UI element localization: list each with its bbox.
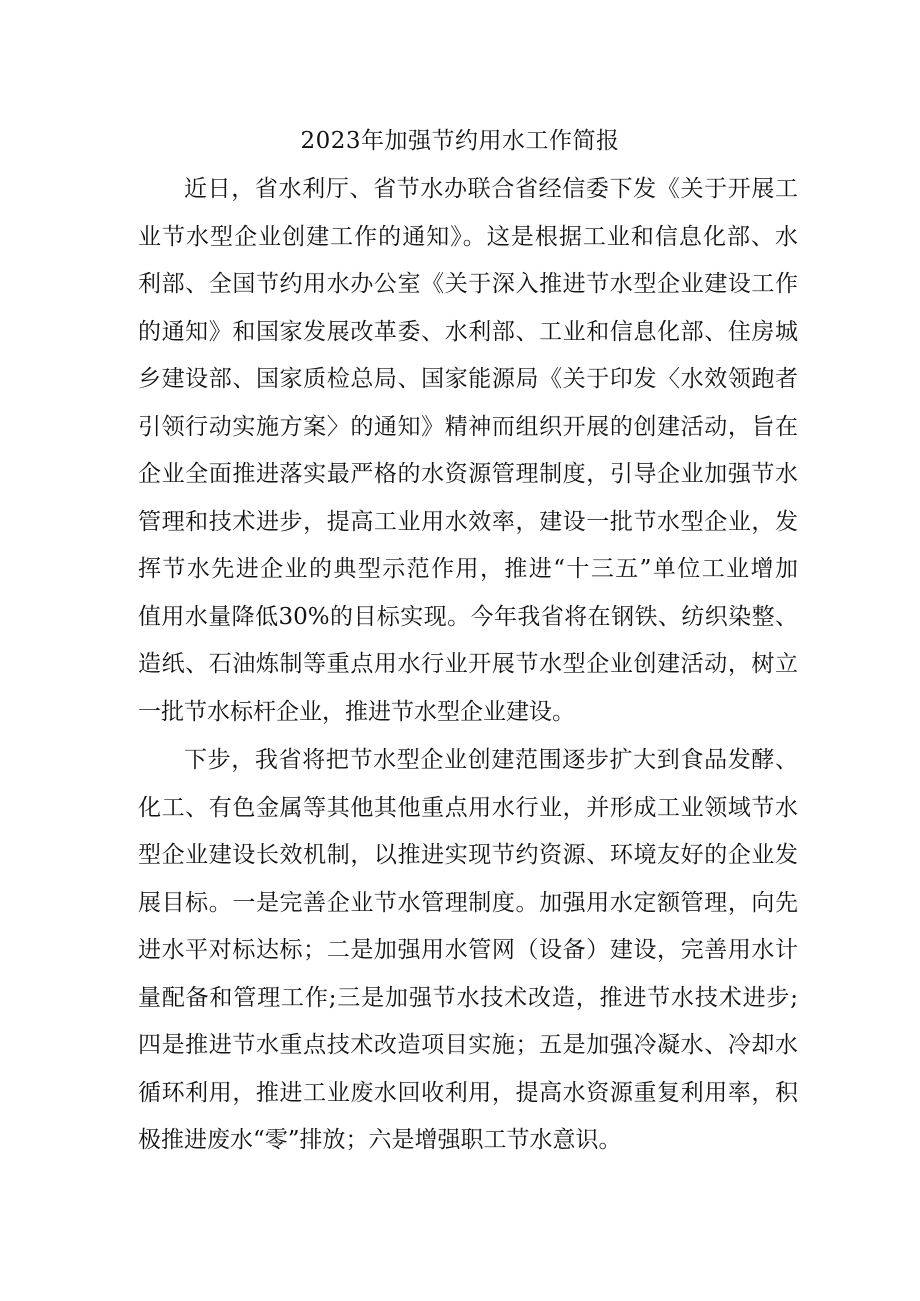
paragraph-line: 展目标。一是完善企业节水管理制度。加强用水定额管理，向先 bbox=[138, 889, 798, 916]
paragraph-line: 一批节水标杆企业，推进节水型企业建设。 bbox=[138, 698, 575, 725]
paragraph-line: 四是推进节水重点技术改造项目实施；五是加强冷凝水、冷却水 bbox=[138, 1032, 798, 1058]
paragraph-line: 乡建设部、国家质检总局、国家能源局《关于印发〈水效领跑者 bbox=[138, 366, 798, 392]
paragraph-line: 型企业建设长效机制，以推进实现节约资源、环境友好的企业发 bbox=[138, 842, 798, 868]
paragraph-line: 下步，我省将把节水型企业创建范围逐步扩大到食品发酵、 bbox=[184, 747, 798, 773]
document-title: 2023年加强节约用水工作简报 bbox=[300, 128, 620, 154]
paragraph-line: 管理和技术进步，提高工业用水效率，建设一批节水型企业，发 bbox=[138, 508, 798, 535]
paragraph-line: 极推进废水“零”排放；六是增强职工节水意识。 bbox=[138, 1127, 622, 1153]
paragraph-line: 利部、全国节约用水办公室《关于深入推进节水型企业建设工作 bbox=[138, 271, 798, 297]
paragraph-line: 挥节水先进企业的典型示范作用，推进“十三五”单位工业增加 bbox=[138, 556, 798, 582]
paragraph-line: 化工、有色金属等其他其他重点用水行业，并形成工业领域节水 bbox=[138, 794, 798, 821]
paragraph-line: 的通知》和国家发展改革委、水利部、工业和信息化部、住房城 bbox=[138, 318, 798, 345]
paragraph-line: 值用水量降低30%的目标实现。今年我省将在钢铁、纺织染整、 bbox=[138, 603, 798, 630]
paragraph-2 bbox=[138, 737, 798, 1165]
paragraph-line: 循环利用，推进工业废水回收利用，提高水资源重复利用率，积 bbox=[138, 1079, 798, 1106]
paragraph-line: 量配备和管理工作;三是加强节水技术改造，推进节水技术进步; bbox=[138, 984, 798, 1011]
paragraph-line: 进水平对标达标；二是加强用水管网（设备）建设，完善用水计 bbox=[138, 937, 798, 963]
paragraph-line: 业节水型企业创建工作的通知》。这是根据工业和信息化部、水 bbox=[138, 223, 798, 250]
paragraph-line: 引领行动实施方案〉的通知》精神而组织开展的创建活动，旨在 bbox=[138, 413, 798, 440]
paragraph-1 bbox=[138, 166, 798, 736]
paragraph-line: 企业全面推进落实最严格的水资源管理制度，引导企业加强节水 bbox=[138, 461, 798, 487]
paragraph-line: 造纸、石油炼制等重点用水行业开展节水型企业创建活动，树立 bbox=[138, 651, 798, 677]
paragraph-line: 近日，省水利厅、省节水办联合省经信委下发《关于开展工 bbox=[184, 176, 798, 202]
